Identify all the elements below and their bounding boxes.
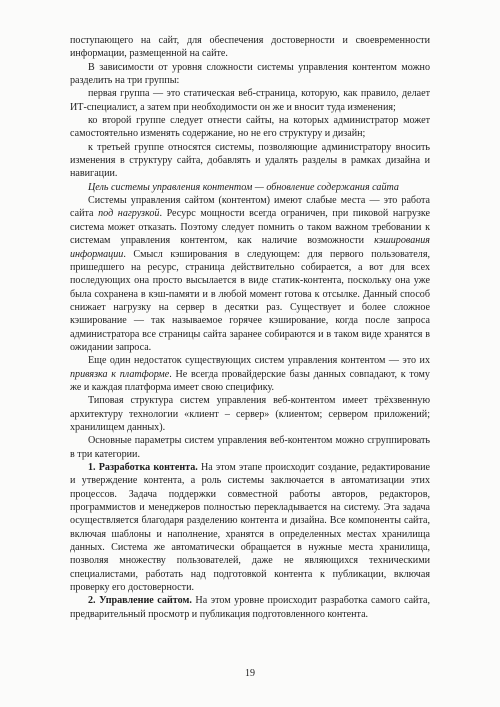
paragraph-text: На этом уровне происходит разработка самого сайта, предварительный просмотр и публикация подготовленного контента. xyxy=(70,595,430,620)
paragraph-text: Основные параметры систем управления веб-контентом можно сгруппировать в три категории. xyxy=(70,435,430,460)
italic-text: привязка к платформе xyxy=(70,368,170,380)
paragraph-text: Типовая структура систем управления веб-контентом имеет трёхзвенную архитектуру технологии «клиент – сервер» (клиентом; сервером приложений; хранилищем данных). xyxy=(70,395,430,433)
paragraph-text: . Не всегда провайдерские базы данных совпадают, к тому же и каждая платформа имеет свою специфику. xyxy=(70,368,430,393)
paragraph xyxy=(70,114,430,141)
paragraph xyxy=(70,461,430,594)
paragraph-text: На этом этапе происходит создание, редактирование и утверждение контента, а роль системы заключается в автоматизации этих процессов. Задача поддержки совместной работы авторов, редакторов, программистов и менеджеров полностью перекладывается на систему. Эта задача осуществляется благодаря разделению контента и дизайна. Все компоненты сайта, включая шаблоны и наполнение, хранятся в определенных местах хранилища данных. Система же автоматически обращается в нужные места хранилища, позволяя множеству пользователей, даже не являющихся техническими специалистами, работать над подготовкой контента к публикации, включая проверку его достоверности. xyxy=(70,462,430,594)
paragraph-text: первая группа — это статическая веб-страница, которую, как правило, делает ИТ-специалист, а затем при необходимости он же и вносит туда изменения; xyxy=(70,88,430,113)
paragraph xyxy=(70,394,430,434)
paragraph-text: поступающего на сайт, для обеспечения достоверности и своевременности информации, размещенной на сайте. xyxy=(70,35,430,60)
paragraph-text: . Ресурс мощности всегда ограничен, при пиковой нагрузке система может отказать. Поэтому следует помнить о таком важном требовании к системам управления контентом, как наличие возможности xyxy=(70,208,430,247)
page-number: 19 xyxy=(245,668,255,679)
paragraph-text: В зависимости от уровня сложности системы управления контентом можно разделить на три группы: xyxy=(70,61,430,87)
bold-heading-text: 2. Управление сайтом. xyxy=(88,595,192,607)
paragraph xyxy=(70,61,430,88)
paragraph xyxy=(70,181,430,194)
paragraph-text: к третьей группе относятся системы, позволяющие администратору вносить изменения в структуру сайта, добавлять и удалять разделы в рамках дизайна и навигации. xyxy=(70,141,430,180)
paragraph-text: ко второй группе следует отнести сайты, на которых администратор может самостоятельно изменять содержание, но не его структуру и дизайн; xyxy=(70,115,430,140)
paragraph xyxy=(70,141,430,181)
paragraph xyxy=(70,34,430,61)
paragraph xyxy=(70,594,430,621)
paragraph-text: Еще один недостаток существующих систем управления контентом — это их xyxy=(88,355,430,367)
paragraph xyxy=(70,87,430,114)
page-body-text xyxy=(70,34,430,621)
italic-text: кэширования информации xyxy=(70,235,430,260)
paragraph xyxy=(70,434,430,461)
paragraph xyxy=(70,354,430,394)
paragraph-text: . Смысл кэширования в следующем: для первого пользователя, пришедшего на ресурс, страница действительно собирается, а вот для всех последующих она просто высылается в виде статик-контента, поскольку она уже была сохранена в кэш-памяти и в любой момент готова к отсылке. Данный способ снижает нагрузку на сервер в десятки раз. Существует и более сложное кэширование — так называемое горячее кэширование, когда после запроса администратора все страницы сайта заранее собираются и в таком виде хранятся в ожидании запроса. xyxy=(70,248,430,353)
italic-text: под нагрузкой xyxy=(98,208,160,220)
paragraph xyxy=(70,194,430,354)
paragraph-text: Системы управления сайтом (контентом) имеют слабые места — это работа сайта xyxy=(70,195,430,220)
italic-text: Цель системы управления контентом — обновление содержания сайта xyxy=(88,181,399,193)
bold-heading-text: 1. Разработка контента. xyxy=(88,462,198,473)
